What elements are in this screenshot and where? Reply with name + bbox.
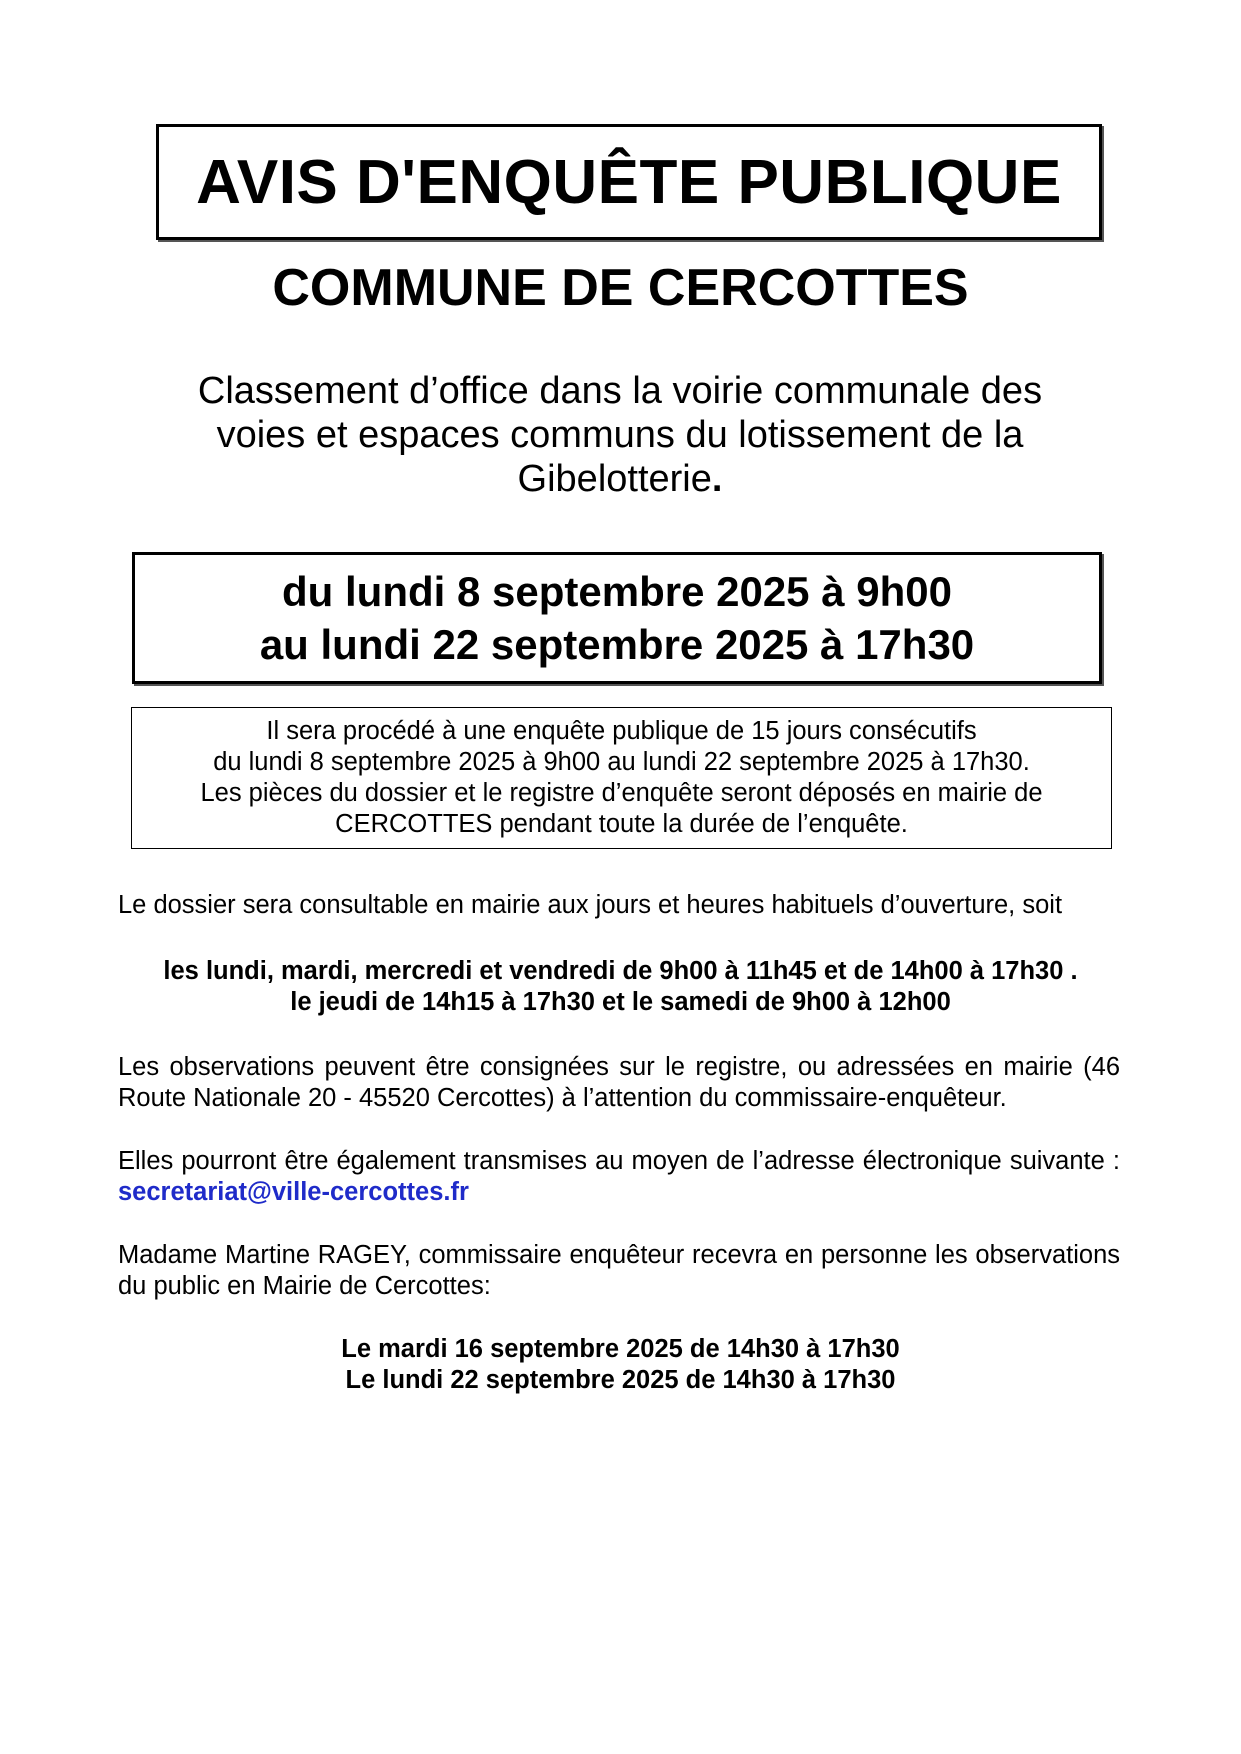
info-line: Les pièces du dossier et le registre d’enquête seront déposés en mairie de bbox=[200, 779, 1043, 807]
email-link[interactable]: secretariat@ville-cercottes.fr bbox=[118, 1178, 469, 1206]
inquiry-object bbox=[120, 369, 1120, 501]
info-line: CERCOTTES pendant toute la durée de l’enquête. bbox=[335, 810, 908, 838]
electronic-text: Elles pourront être également transmises au moyen de l’adresse électronique suivante : bbox=[118, 1147, 1120, 1175]
commissioner-paragraph: Madame Martine RAGEY, commissaire enquêteur recevra en personne les observations du public en Mairie de Cercottes: bbox=[118, 1241, 1120, 1300]
period-start: du lundi 8 septembre 2025 à 9h00 bbox=[282, 568, 952, 615]
info-box bbox=[131, 707, 1112, 849]
period-box bbox=[132, 552, 1102, 684]
info-line: Il sera procédé à une enquête publique de 15 jours consécutifs bbox=[266, 717, 977, 745]
opening-hours-weekdays: les lundi, mardi, mercredi et vendredi de 9h00 à 11h45 et de 14h00 à 17h30 . bbox=[163, 957, 1078, 985]
object-line: Classement d’office dans la voirie communale des bbox=[197, 370, 1043, 412]
notice-title: AVIS D'ENQUÊTE PUBLIQUE bbox=[196, 147, 1062, 217]
object-line: voies et espaces communs du lotissement de la bbox=[216, 414, 1024, 456]
opening-hours-thursday-saturday: le jeudi de 14h15 à 17h30 et le samedi de 9h00 à 12h00 bbox=[290, 988, 951, 1016]
object-line bbox=[120, 457, 1120, 501]
info-line: du lundi 8 septembre 2025 à 9h00 au lundi 22 septembre 2025 à 17h30. bbox=[213, 748, 1030, 776]
title-box bbox=[156, 124, 1102, 240]
object-final-punct: . bbox=[711, 458, 723, 500]
electronic-paragraph bbox=[118, 1146, 1120, 1208]
permanence-date: Le mardi 16 septembre 2025 de 14h30 à 17h30 bbox=[341, 1335, 900, 1363]
permanence-date: Le lundi 22 septembre 2025 de 14h30 à 17h30 bbox=[345, 1366, 896, 1394]
object-line-text: Gibelotterie bbox=[517, 458, 712, 500]
consultation-intro: Le dossier sera consultable en mairie aux jours et heures habituels d’ouverture, soit bbox=[118, 891, 1063, 919]
observations-paragraph: Les observations peuvent être consignées sur le registre, ou adressées en mairie (46 Route Nationale 20 - 45520 Cercottes) à l’attention du commissaire-enquêteur. bbox=[118, 1053, 1120, 1112]
period-end: au lundi 22 septembre 2025 à 17h30 bbox=[259, 621, 975, 668]
commune-name: COMMUNE DE CERCOTTES bbox=[272, 259, 969, 317]
